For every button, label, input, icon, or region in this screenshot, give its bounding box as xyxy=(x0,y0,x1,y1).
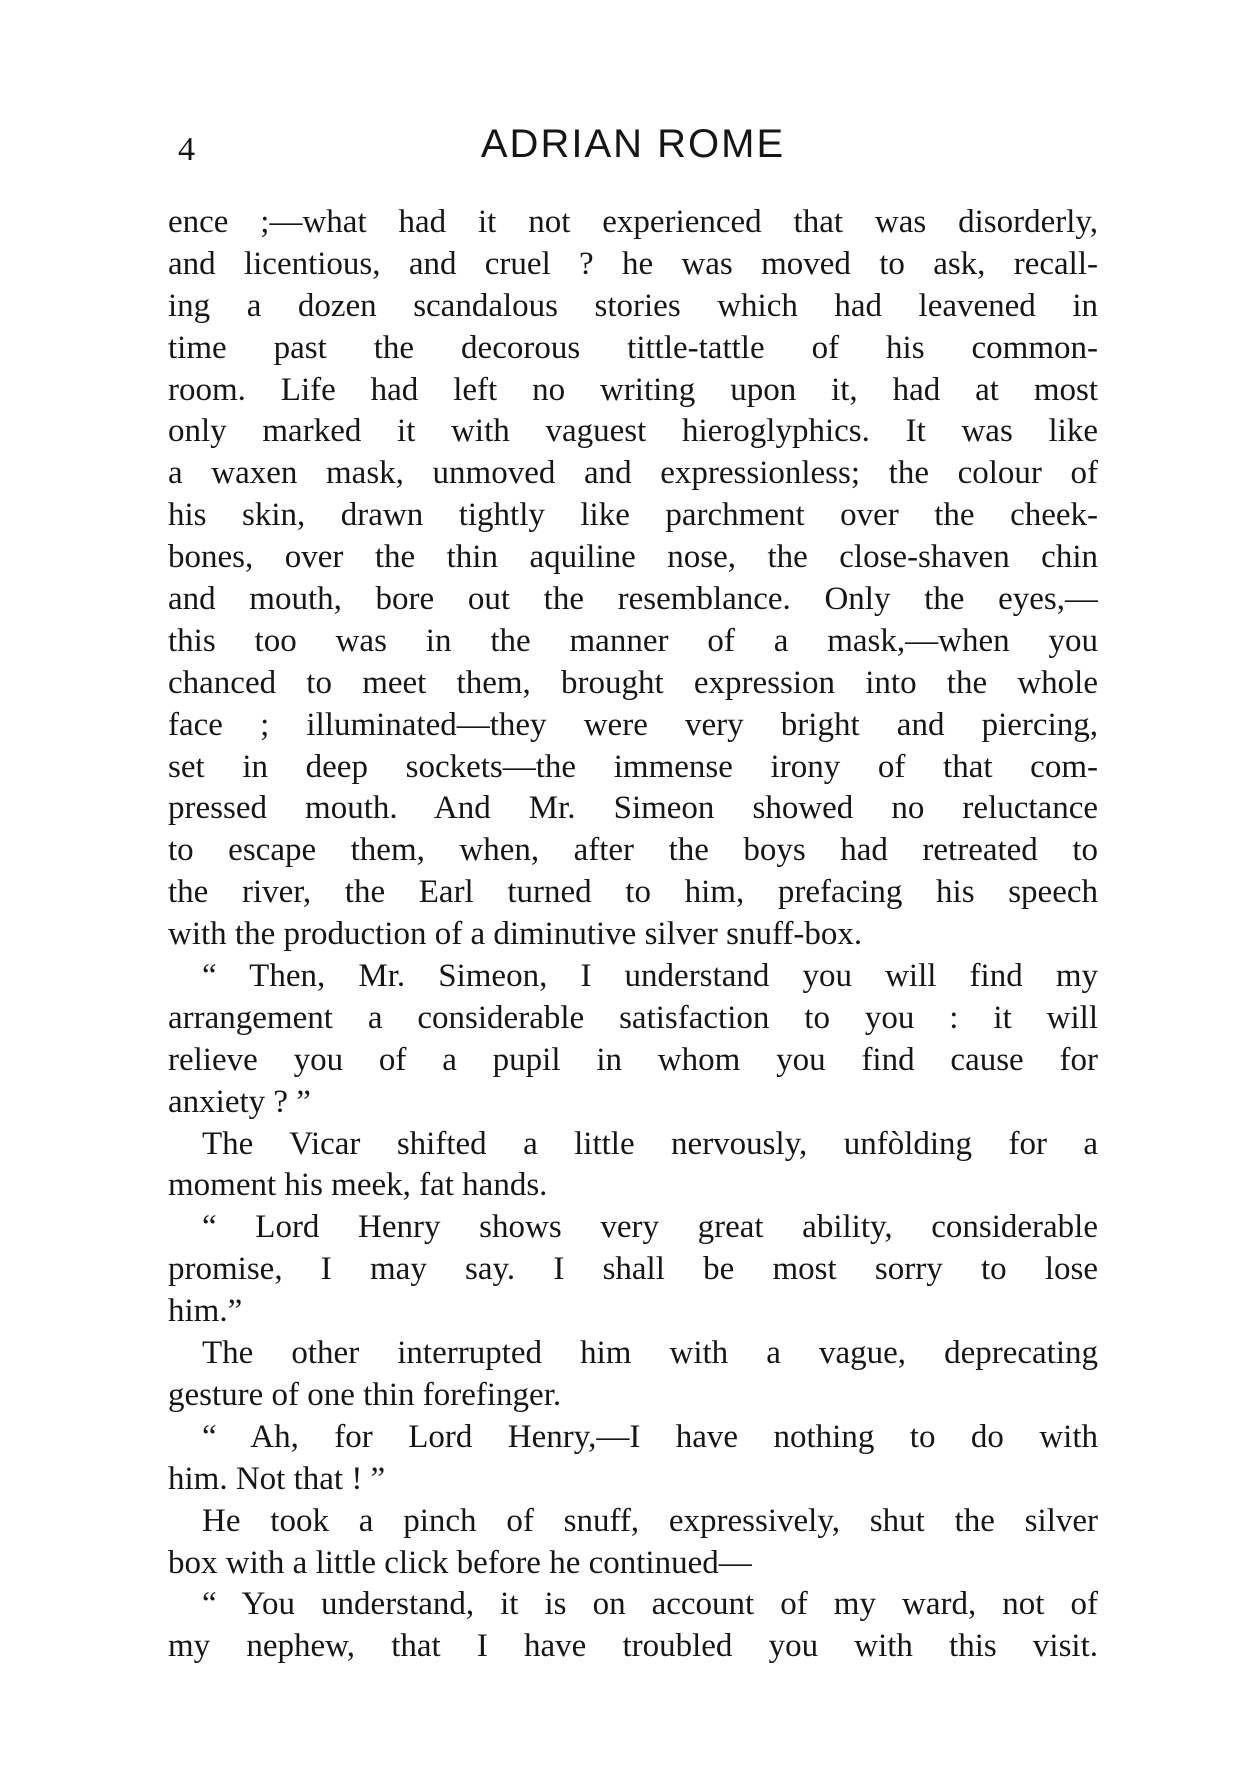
text-line: bones, over the thin aquiline nose, the close-shaven chin xyxy=(168,539,1098,576)
text-line: to escape them, when, after the boys had retreated to xyxy=(168,832,1098,869)
text-line: his skin, drawn tightly like parchment over the cheek- xyxy=(168,497,1098,534)
text-line: only marked it with vaguest hieroglyphics. It was like xyxy=(168,413,1098,450)
text-line: He took a pinch of snuff, expressively, shut the silver xyxy=(202,1502,1098,1539)
text-line: time past the decorous tittle-tattle of his common- xyxy=(168,329,1098,366)
text-line: pressed mouth. And Mr. Simeon showed no reluctance xyxy=(168,790,1098,827)
text-line: room. Life had left no writing upon it, had at most xyxy=(168,371,1098,408)
page-number: 4 xyxy=(178,131,195,168)
text-line: arrangement a considerable satisfaction to you : it will xyxy=(168,999,1098,1036)
text-line: promise, I may say. I shall be most sorry to lose xyxy=(168,1251,1098,1288)
text-line: him.” xyxy=(168,1293,243,1330)
text-line: ing a dozen scandalous stories which had leavened in xyxy=(168,287,1098,324)
running-title: ADRIAN ROME xyxy=(480,122,786,166)
body-text xyxy=(168,202,1098,1668)
text-line: and mouth, bore out the resemblance. Only the eyes,— xyxy=(168,581,1098,618)
text-line: face ; illuminated—they were very bright and piercing, xyxy=(168,706,1098,743)
text-line: The Vicar shifted a little nervously, unfòlding for a xyxy=(202,1125,1098,1162)
text-line: my nephew, that I have troubled you with this visit. xyxy=(168,1628,1098,1665)
text-line: moment his meek, fat hands. xyxy=(168,1167,548,1204)
text-line: relieve you of a pupil in whom you find cause for xyxy=(168,1041,1098,1078)
text-line: gesture of one thin forefinger. xyxy=(168,1376,562,1413)
text-line: “ Then, Mr. Simeon, I understand you will find my xyxy=(202,958,1098,995)
text-line: chanced to meet them, brought expression into the whole xyxy=(168,664,1098,701)
text-line: “ Lord Henry shows very great ability, considerable xyxy=(202,1209,1098,1246)
text-line: him. Not that ! ” xyxy=(168,1460,386,1497)
text-line: the river, the Earl turned to him, prefacing his speech xyxy=(168,874,1098,911)
text-line: a waxen mask, unmoved and expressionless; the colour of xyxy=(168,455,1098,492)
running-head xyxy=(168,118,1098,178)
text-line: set in deep sockets—the immense irony of that com- xyxy=(168,748,1098,785)
text-line: box with a little click before he continued— xyxy=(168,1544,752,1581)
text-line: “ Ah, for Lord Henry,—I have nothing to do with xyxy=(202,1418,1098,1455)
text-line: The other interrupted him with a vague, deprecating xyxy=(202,1335,1098,1372)
text-line: “ You understand, it is on account of my ward, not of xyxy=(202,1586,1098,1623)
text-line: with the production of a diminutive silver snuff-box. xyxy=(168,916,863,953)
text-line: and licentious, and cruel ? he was moved to ask, recall- xyxy=(168,245,1098,282)
text-line: ence ;—what had it not experienced that was disorderly, xyxy=(168,204,1098,240)
text-line: anxiety ? ” xyxy=(168,1083,311,1120)
text-line: this too was in the manner of a mask,—when you xyxy=(168,622,1098,659)
